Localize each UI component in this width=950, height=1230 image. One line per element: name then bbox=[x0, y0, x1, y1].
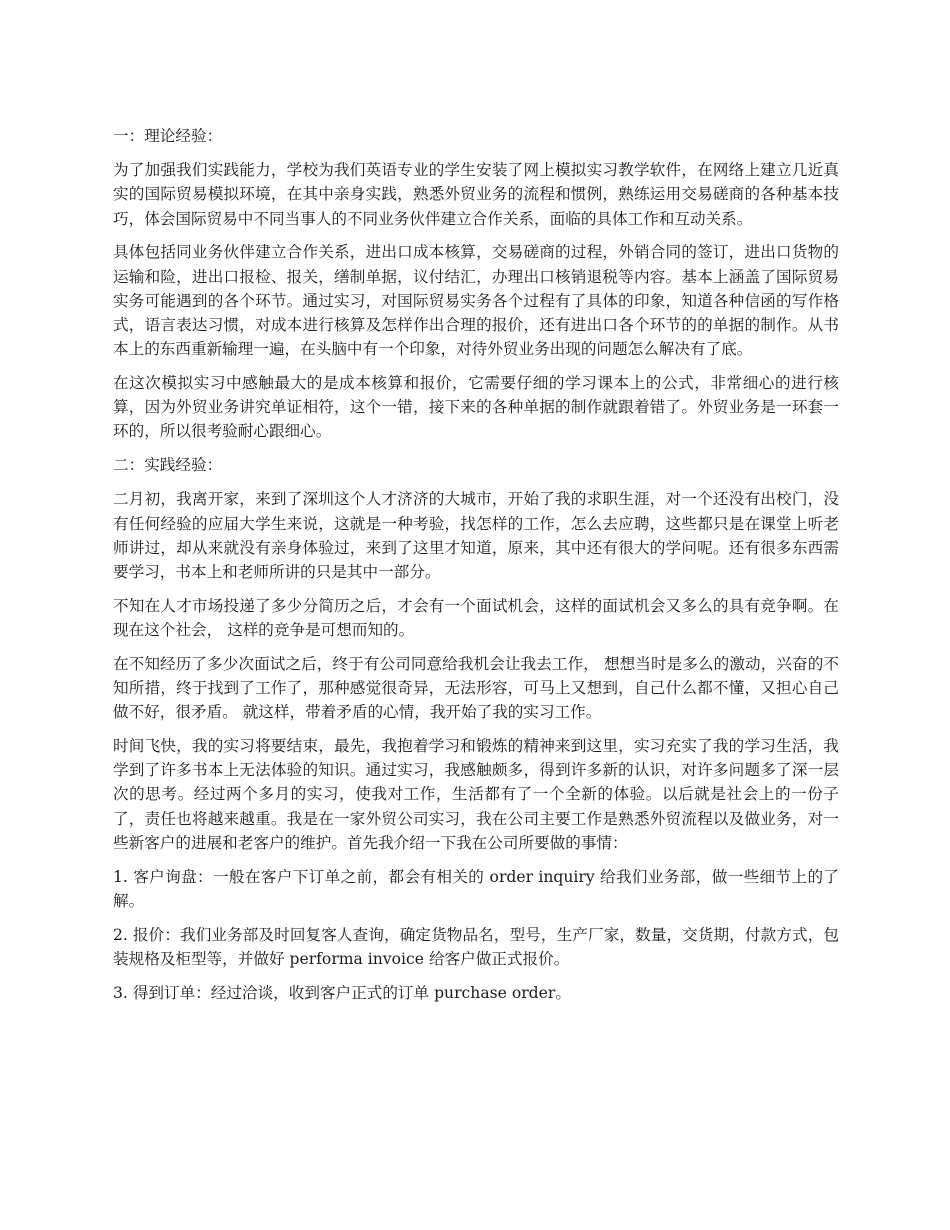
document-body bbox=[113, 124, 839, 1014]
paragraph: 在不知经历了多少次面试之后，终于有公司同意给我机会让我去工作， 想想当时是多么的激动，兴奋的不知所措，终于找到了工作了，那种感觉很奇异，无法形容，可马上又想到，自己什么都不懂，又担心自己做不好，很矛盾。 就这样，带着矛盾的心情，我开始了我的实习工作。 bbox=[113, 654, 839, 722]
list-item: 1. 客户询盘：一般在客户下订单之前，都会有相关的 order inquiry 给我们业务部，做一些细节上的了解。 bbox=[113, 867, 839, 910]
paragraph: 不知在人才市场投递了多少分简历之后，才会有一个面试机会，这样的面试机会又多么的具有竞争啊。在现在这个社会， 这样的竞争是可想而知的。 bbox=[113, 596, 839, 640]
paragraph: 时间飞快，我的实习将要结束，最先，我抱着学习和锻炼的精神来到这里，实习充实了我的学习生活，我学到了许多书本上无法体验的知识。通过实习，我感触颇多，得到许多新的认识，对许多问题多了深一层次的思考。经过两个多月的实习，使我对工作，生活都有了一个全新的体验。以后就是社会上的一份子了，责任也将越来越重。我是在一家外贸公司实习，我在公司主要工作是熟悉外贸流程以及做业务，对一些新客户的进展和老客户的维护。首先我介绍一下我在公司所要做的事情： bbox=[113, 737, 839, 852]
paragraph: 为了加强我们实践能力，学校为我们英语专业的学生安装了网上模拟实习教学软件，在网络上建立几近真实的国际贸易模拟环境，在其中亲身实践，熟悉外贸业务的流程和惯例，熟练运用交易磋商的各种基本技巧，体会国际贸易中不同当事人的不同业务伙伴建立合作关系，面临的具体工作和互动关系。 bbox=[113, 161, 839, 228]
paragraph: 具体包括同业务伙伴建立合作关系，进出口成本核算，交易磋商的过程，外销合同的签订，进出口货物的运输和险，进出口报检、报关，缮制单据，议付结汇，办理出口核销退税等内容。基本上涵盖了国际贸易实务可能遇到的各个环节。通过实习，对国际贸易实务各个过程有了具体的印象，知道各种信函的写作格式，语言表达习惯，对成本进行核算及怎样作出合理的报价，还有进出口各个环节的的单据的制作。从书本上的东西重新输理一遍，在头脑中有一个印象，对待外贸业务出现的问题怎么解决有了底。 bbox=[113, 243, 839, 359]
section-heading-theory: 一：理论经验： bbox=[113, 127, 223, 145]
paragraph: 在这次模拟实习中感触最大的是成本核算和报价，它需要仔细的学习课本上的公式，非常细心的进行核算，因为外贸业务讲究单证相符，这个一错，接下来的各种单据的制作就跟着错了。外贸业务是一环套一环的，所以很考验耐心跟细心。 bbox=[113, 374, 839, 441]
list-item: 3. 得到订单：经过洽谈，收到客户正式的订单 purchase order。 bbox=[113, 983, 571, 1002]
list-item: 2. 报价：我们业务部及时回复客人查询，确定货物品名，型号，生产厂家，数量，交货期，付款方式，包装规格及柜型等，并做好 performa invoice 给客户做正式报价。 bbox=[113, 925, 839, 968]
paragraph: 二月初，我离开家，来到了深圳这个人才济济的大城市，开始了我的求职生涯，对一个还没有出校门，没有任何经验的应届大学生来说，这就是一种考验，找怎样的工作，怎么去应聘，这些都只是在课堂上听老师讲过，却从来就没有亲身体验过，来到了这里才知道，原来，其中还有很大的学问呢。还有很多东西需要学习，书本上和老师所讲的只是其中一部分。 bbox=[113, 490, 839, 582]
section-heading-practice: 二：实践经验： bbox=[113, 456, 223, 475]
